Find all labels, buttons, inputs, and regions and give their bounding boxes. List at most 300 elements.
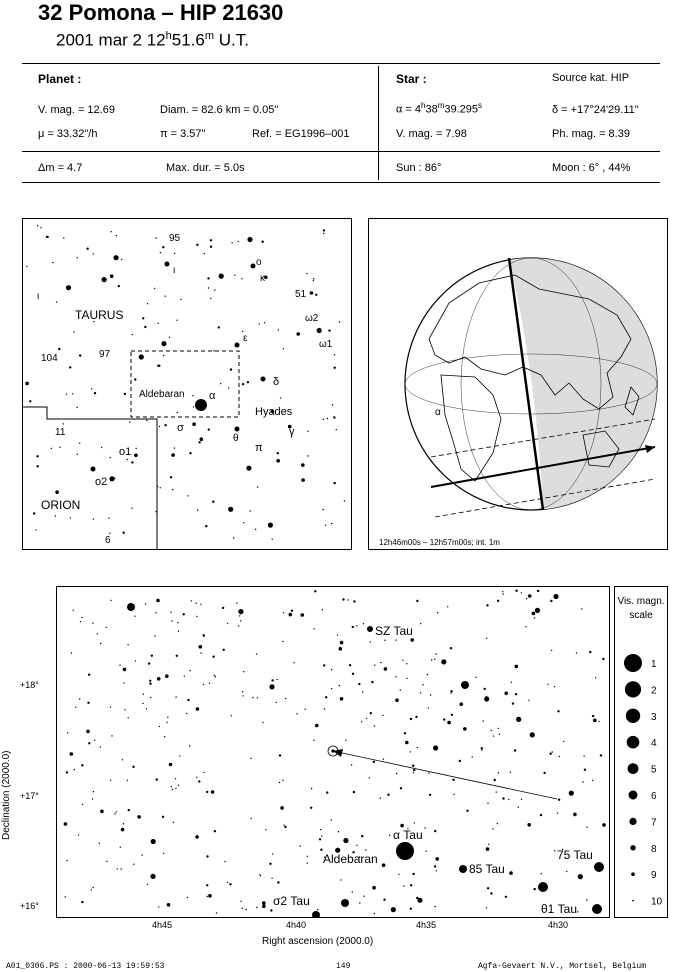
finder-field-star (52, 262, 53, 263)
planet-heading: Planet : (38, 72, 82, 86)
field-star (436, 653, 437, 654)
field-star (541, 873, 542, 874)
finder-field-star (35, 529, 36, 530)
finder-label-o1: o1 (119, 446, 132, 458)
field-star (208, 894, 212, 898)
finder-label-alpha: α (209, 390, 216, 402)
field-star (121, 868, 122, 869)
field-star (94, 740, 95, 741)
label-sigma2tau: σ2 Tau (273, 894, 310, 908)
scale-label: 7 (651, 817, 657, 829)
field-star (358, 683, 360, 685)
globe-svg (369, 219, 667, 549)
finder-field-star (33, 512, 35, 514)
field-star (178, 631, 179, 632)
finder-field-star (192, 422, 196, 426)
field-star (406, 678, 407, 679)
field-star (305, 709, 306, 710)
field-star (206, 884, 208, 886)
field-star (276, 702, 277, 703)
field-star (414, 822, 415, 823)
scale-dot (630, 845, 635, 850)
field-star (240, 620, 241, 621)
finder-field-star (73, 331, 74, 332)
finder-field-star (334, 482, 336, 484)
field-star (551, 650, 552, 651)
finder-field-star (200, 437, 204, 441)
finder-field-star (193, 406, 194, 407)
star-heading: Star : (396, 72, 427, 86)
field-star (279, 782, 280, 783)
field-star (271, 679, 273, 681)
field-star (122, 759, 123, 760)
field-star (543, 772, 545, 774)
field-star (353, 600, 355, 602)
field-star (490, 730, 491, 731)
field-star (352, 891, 353, 892)
finder-field-star (313, 278, 314, 279)
field-star (142, 703, 143, 704)
field-star (212, 656, 214, 658)
field-star (239, 615, 240, 616)
field-star (362, 691, 363, 692)
finder-field-star (238, 241, 239, 242)
field-star (150, 874, 155, 879)
field-star (343, 838, 348, 843)
finder-field-star (259, 323, 260, 324)
field-star (269, 684, 274, 689)
field-star (206, 855, 208, 857)
field-star (265, 829, 266, 830)
field-star (331, 669, 332, 670)
field-star (172, 789, 173, 790)
field-star (497, 823, 498, 824)
finder-field-star (213, 350, 214, 351)
field-star (353, 791, 355, 793)
field-star (301, 613, 305, 617)
field-star (417, 747, 418, 748)
field-star (361, 721, 362, 722)
field-star (410, 908, 412, 910)
field-star (550, 600, 552, 602)
star-phmag: Ph. mag. = 8.39 (552, 128, 630, 140)
finder-field-star (70, 517, 71, 518)
scale-label: 2 (651, 685, 657, 697)
planet-mu: μ = 33.32"/h (38, 128, 98, 140)
finder-field-star (116, 235, 117, 236)
field-star (246, 909, 247, 910)
field-star (498, 772, 499, 773)
field-star (583, 756, 584, 757)
finder-chart (22, 218, 352, 550)
finder-star-omicron (251, 264, 256, 269)
finder-field-star (102, 277, 107, 282)
constellation-boundary (23, 407, 157, 549)
main-chart-svg (57, 587, 609, 917)
field-star (383, 759, 384, 760)
finder-field-star (323, 229, 325, 231)
field-star (325, 696, 327, 698)
field-star (530, 732, 535, 737)
planet-reference: Ref. = EG1996–001 (252, 128, 350, 140)
field-star (387, 794, 389, 796)
field-star (81, 617, 82, 618)
finder-field-star (301, 463, 305, 467)
scale-label: 1 (651, 659, 657, 670)
field-star (592, 715, 594, 717)
scale-dot (625, 681, 641, 697)
field-star (183, 613, 185, 615)
field-star (481, 750, 482, 751)
field-star (510, 772, 511, 773)
field-star (64, 822, 68, 826)
field-star (521, 592, 522, 593)
field-star (453, 794, 454, 795)
finder-field-star (136, 448, 137, 449)
finder-field-star (180, 299, 181, 300)
field-star (177, 622, 178, 623)
hour-unit: h (165, 30, 172, 42)
field-star (380, 662, 381, 663)
finder-field-star (310, 291, 314, 295)
s75tau-star-b (594, 862, 604, 872)
field-star (413, 772, 414, 773)
field-star (425, 851, 426, 852)
field-star (466, 810, 468, 812)
field-star (311, 788, 312, 789)
field-star (209, 683, 210, 684)
finder-field-star (154, 288, 155, 289)
ut-label: U.T. (214, 30, 249, 50)
field-star (81, 764, 83, 766)
footer-page-number: 149 (336, 962, 351, 971)
field-star (171, 620, 172, 621)
field-star (123, 823, 124, 824)
field-star (492, 828, 493, 829)
field-star (593, 719, 597, 723)
field-star (262, 722, 263, 723)
field-star (370, 641, 371, 642)
field-star (282, 641, 283, 642)
field-star (434, 906, 435, 907)
field-star (557, 710, 559, 712)
field-star (443, 718, 445, 720)
finder-field-star (228, 507, 233, 512)
finder-field-star (307, 431, 308, 432)
field-star (117, 868, 118, 869)
field-star (525, 626, 526, 627)
field-star (359, 902, 360, 903)
field-star (460, 702, 464, 706)
finder-field-star (234, 275, 235, 276)
finder-field-star (164, 424, 166, 426)
field-star (549, 753, 551, 755)
scale-dot (624, 654, 642, 672)
finder-field-star (255, 529, 256, 530)
finder-field-star (144, 326, 146, 328)
field-star (484, 688, 486, 690)
field-star (430, 694, 431, 695)
finder-field-star (79, 443, 80, 444)
field-star (488, 844, 489, 845)
y-axis-label: Declination (2000.0) (1, 750, 12, 840)
finder-field-star (317, 328, 322, 333)
finder-label-pi: π (255, 442, 263, 454)
field-star (256, 653, 257, 654)
finder-field-star (26, 266, 27, 267)
field-star (243, 695, 244, 696)
field-star (391, 907, 396, 912)
finder-field-star (109, 476, 114, 481)
field-star (307, 862, 308, 863)
xtick-4h40: 4h40 (286, 920, 307, 930)
field-star (370, 712, 372, 714)
field-star (540, 814, 542, 816)
field-star (269, 863, 271, 865)
finder-field-star (36, 455, 38, 457)
field-star (499, 734, 500, 735)
finder-field-star (121, 259, 122, 260)
field-star (128, 809, 130, 811)
field-star (372, 886, 376, 890)
finder-field-star (334, 367, 336, 369)
field-star (289, 613, 293, 617)
field-star (340, 697, 344, 701)
finder-field-star (233, 537, 234, 538)
finder-field-star (174, 447, 175, 448)
field-star (369, 777, 370, 778)
field-star (164, 736, 165, 737)
field-star (602, 823, 606, 827)
field-star (437, 612, 438, 613)
field-star (402, 660, 403, 661)
ra-h-unit: h (421, 101, 426, 110)
field-star (170, 612, 171, 613)
field-star (447, 606, 448, 607)
label-alphatau: α Tau (393, 828, 423, 842)
field-star (189, 670, 190, 671)
field-star (553, 594, 558, 599)
finder-field-star (242, 331, 243, 332)
field-star (127, 644, 128, 645)
finder-label-95: 95 (169, 233, 181, 244)
field-star (515, 693, 517, 695)
field-star (262, 904, 266, 908)
field-star (236, 602, 237, 603)
finder-field-star (247, 381, 249, 383)
finder-label-epsilon: ε (243, 333, 248, 344)
finder-svg (23, 219, 351, 549)
finder-field-star (328, 329, 330, 331)
scale-label: 10 (651, 896, 663, 908)
field-star (356, 625, 357, 626)
finder-field-star (55, 515, 56, 516)
field-star (71, 652, 72, 653)
field-star (150, 697, 151, 698)
finder-field-star (101, 447, 102, 448)
field-star (515, 590, 517, 592)
finder-field-star (40, 227, 41, 228)
finder-field-star (139, 354, 144, 359)
field-star (405, 741, 409, 745)
field-star (600, 754, 602, 756)
finder-field-star (333, 416, 335, 418)
field-star (207, 896, 208, 897)
finder-field-star (331, 523, 332, 524)
field-star (191, 600, 192, 601)
field-star (240, 901, 241, 902)
field-star (535, 608, 540, 613)
field-star (322, 609, 323, 610)
field-star (589, 651, 591, 653)
label-sztau: SZ Tau (375, 624, 413, 638)
field-star (143, 694, 144, 695)
scale-dot (628, 763, 639, 774)
field-star (80, 621, 81, 622)
field-star (502, 591, 503, 592)
ra-m-unit: m (437, 101, 445, 110)
field-star (252, 697, 253, 698)
field-star (97, 633, 98, 634)
bright-star (461, 681, 469, 689)
finder-label-104: 104 (41, 353, 58, 364)
footer-company: Agfa-Gevaert N.V., Mortsel, Belgium (478, 962, 647, 971)
field-star (559, 756, 560, 757)
field-star (324, 708, 325, 709)
field-star (349, 664, 351, 666)
ra-prefix: α = 4 (396, 103, 422, 116)
field-star (110, 706, 111, 707)
divider-top (22, 63, 660, 64)
finder-field-star (323, 509, 324, 510)
field-star (162, 816, 164, 818)
globe-alpha-label: α (435, 407, 441, 418)
field-star (320, 849, 322, 851)
field-star (137, 815, 141, 819)
ra-seconds: 39.295 (444, 103, 479, 116)
field-star (260, 875, 261, 876)
field-star (451, 714, 453, 716)
field-star (187, 897, 188, 898)
finder-field-star (111, 231, 112, 232)
field-star (154, 635, 155, 636)
field-star (496, 791, 497, 792)
finder-field-star (132, 334, 133, 335)
finder-field-star (230, 368, 232, 370)
field-star (67, 732, 68, 733)
field-star (189, 745, 190, 746)
ra-s-unit: s (478, 101, 483, 110)
finder-label-gamma: γ (289, 426, 295, 438)
moon-info: Moon : 6° , 44% (552, 162, 631, 174)
scale-svg (615, 587, 667, 917)
field-star (497, 600, 499, 602)
finder-field-star (171, 453, 175, 457)
field-star (169, 763, 173, 767)
finder-field-star (205, 525, 207, 527)
field-star (124, 709, 125, 710)
finder-label-6: 6 (105, 535, 111, 546)
field-star (149, 683, 151, 685)
field-star (490, 892, 492, 894)
finder-field-star (109, 533, 110, 534)
field-star (159, 726, 160, 727)
field-star (504, 692, 508, 696)
field-star (238, 625, 239, 626)
field-star (223, 649, 225, 651)
xtick-4h35: 4h35 (416, 920, 437, 930)
field-star (313, 740, 314, 741)
field-star (314, 590, 316, 592)
finder-label-aldebaran: Aldebaran (139, 389, 185, 400)
field-star (395, 676, 396, 677)
field-star (284, 826, 286, 828)
finder-field-star (79, 354, 81, 356)
field-star (416, 600, 418, 602)
field-star (436, 870, 437, 871)
divider-middle (22, 151, 660, 152)
field-star (338, 831, 339, 832)
field-star (214, 830, 216, 832)
field-star (526, 598, 527, 599)
field-star (410, 751, 411, 752)
ytick-18: +18° (20, 680, 39, 690)
finder-field-star (204, 253, 205, 254)
finder-label-o2: o2 (95, 476, 108, 488)
field-star (472, 756, 473, 757)
divider-vertical (378, 66, 379, 180)
finder-label-hyades: Hyades (255, 406, 293, 418)
finder-field-star (127, 459, 128, 460)
field-star (450, 692, 451, 693)
finder-field-star (37, 465, 39, 467)
field-star (475, 677, 476, 678)
finder-field-star (160, 487, 161, 488)
finder-field-star (114, 478, 115, 479)
field-star (321, 836, 322, 837)
finder-field-star (208, 287, 209, 288)
finder-field-star (323, 233, 324, 234)
finder-field-star (197, 509, 198, 510)
field-star (156, 599, 160, 603)
field-star (175, 788, 176, 789)
scale-dot (629, 791, 638, 800)
field-star (279, 754, 281, 756)
field-star (87, 702, 89, 704)
field-star (284, 825, 285, 826)
scale-dot (631, 872, 635, 876)
field-star (65, 896, 66, 897)
field-star (527, 823, 531, 827)
footer-file: A01_0306.PS : 2000-06-13 19:59:53 (6, 962, 165, 971)
field-star (227, 882, 228, 883)
scale-label: 8 (651, 843, 657, 855)
field-star (586, 899, 587, 900)
field-star (82, 804, 83, 805)
finder-field-star (241, 278, 242, 279)
finder-field-star (77, 407, 78, 408)
field-star (484, 696, 489, 701)
field-star (383, 899, 385, 901)
finder-field-star (174, 253, 175, 254)
field-star (598, 721, 599, 722)
finder-field-star (165, 296, 166, 297)
field-star (518, 807, 519, 808)
field-star (459, 760, 461, 762)
field-star (111, 735, 112, 736)
field-star (92, 798, 93, 799)
finder-field-star (210, 239, 212, 241)
